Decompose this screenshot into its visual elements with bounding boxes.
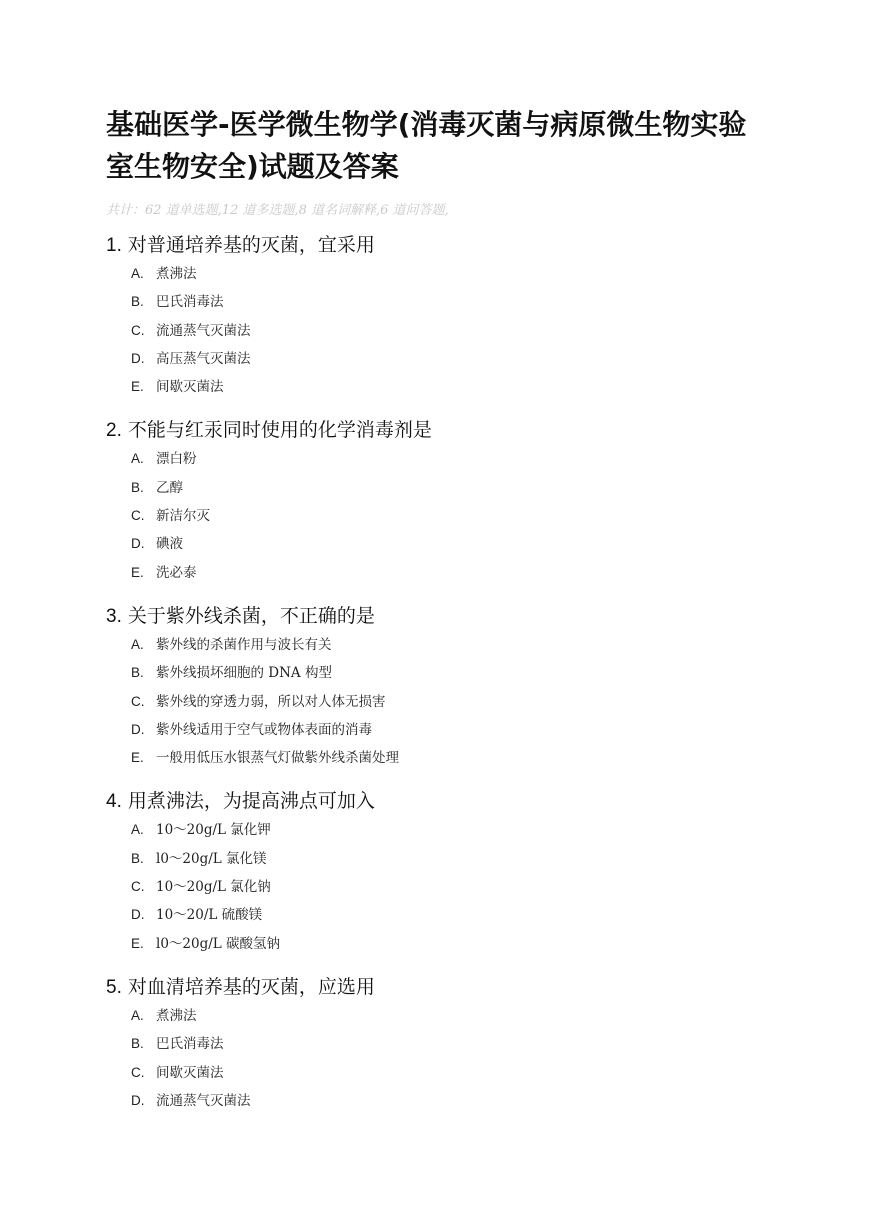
option-letter: E. xyxy=(131,564,144,580)
option-text: l0～20g/L 碳酸氢钠 xyxy=(156,935,281,952)
option-letter: A. xyxy=(131,266,144,281)
question-text: 不能与红汞同时使用的化学消毒剂是 xyxy=(127,419,432,442)
option-text: 碘液 xyxy=(156,536,183,553)
option-list xyxy=(106,823,786,964)
option-text: 巴氏消毒法 xyxy=(156,294,224,311)
option-letter: B. xyxy=(131,294,144,310)
answer-option xyxy=(106,295,786,323)
question-text: 用煮沸法，为提高沸点可加入 xyxy=(127,790,375,813)
option-letter: B. xyxy=(131,1036,144,1052)
option-list xyxy=(106,638,786,779)
option-letter: B. xyxy=(131,850,144,866)
option-letter: C. xyxy=(131,508,145,524)
option-text: 紫外线损坏细胞的 DNA 构型 xyxy=(156,665,332,682)
question-list xyxy=(106,232,786,1131)
option-letter: C. xyxy=(131,879,145,895)
answer-option xyxy=(106,880,786,908)
answer-option xyxy=(106,666,786,694)
question-stem xyxy=(106,788,786,814)
option-text: 紫外线的穿透力弱，所以对人体无损害 xyxy=(156,693,386,710)
document-title: 基础医学-医学微生物学(消毒灭菌与病原微生物实验室生物安全)试题及答案 xyxy=(106,108,747,183)
option-letter: E. xyxy=(131,750,144,766)
option-letter: E. xyxy=(131,935,144,951)
answer-option xyxy=(106,723,786,751)
option-list xyxy=(106,452,786,593)
option-text: 流通蒸气灭菌法 xyxy=(156,322,251,339)
question-stem xyxy=(106,417,786,443)
option-letter: D. xyxy=(131,907,145,923)
answer-option xyxy=(106,566,786,594)
question-number: 5. xyxy=(106,976,122,998)
answer-option xyxy=(106,852,786,880)
option-text: 紫外线适用于空气或物体表面的消毒 xyxy=(156,721,372,738)
answer-option xyxy=(106,380,786,408)
option-text: 间歇灭菌法 xyxy=(156,379,224,396)
option-text: 流通蒸气灭菌法 xyxy=(156,1092,251,1109)
question-item xyxy=(106,974,786,1122)
answer-option xyxy=(106,1009,786,1037)
answer-option xyxy=(106,751,786,779)
option-letter: C. xyxy=(131,322,145,338)
option-letter: C. xyxy=(131,1064,145,1080)
answer-option xyxy=(106,695,786,723)
question-text: 对普通培养基的灭菌，宜采用 xyxy=(127,234,375,256)
question-item xyxy=(106,417,786,593)
answer-option xyxy=(106,1094,786,1122)
option-letter: A. xyxy=(131,451,144,467)
question-number: 1. xyxy=(106,235,122,256)
option-letter: D. xyxy=(131,536,145,552)
option-text: 一般用低压水银蒸气灯做紫外线杀菌处理 xyxy=(156,750,399,767)
answer-option xyxy=(106,638,786,666)
question-stem xyxy=(106,603,786,629)
answer-option xyxy=(106,509,786,537)
option-text: 洗必泰 xyxy=(156,564,197,581)
answer-option xyxy=(106,537,786,565)
option-text: 漂白粉 xyxy=(156,451,197,468)
question-item xyxy=(106,603,786,779)
option-text: 10～20g/L 氯化钾 xyxy=(156,822,271,839)
question-count-summary: 共计：62 道单选题,12 道多选题,8 道名词解释,6 道问答题, xyxy=(106,203,449,218)
option-text: 间歇灭菌法 xyxy=(156,1064,224,1081)
answer-option xyxy=(106,937,786,965)
answer-option xyxy=(106,324,786,352)
option-letter: B. xyxy=(131,479,144,495)
answer-option xyxy=(106,352,786,380)
option-text: 高压蒸气灭菌法 xyxy=(156,350,251,367)
answer-option xyxy=(106,267,786,295)
option-letter: A. xyxy=(131,822,144,838)
option-text: 10～20/L 硫酸镁 xyxy=(156,907,263,924)
answer-option xyxy=(106,1037,786,1065)
option-letter: E. xyxy=(131,379,144,395)
option-text: 紫外线的杀菌作用与波长有关 xyxy=(156,636,332,653)
question-stem xyxy=(106,232,786,258)
option-letter: A. xyxy=(131,1007,144,1023)
question-text: 对血清培养基的灭菌，应选用 xyxy=(127,975,375,998)
option-text: 煮沸法 xyxy=(156,1007,197,1024)
option-text: 10～20g/L 氯化钠 xyxy=(156,879,271,896)
option-letter: D. xyxy=(131,721,145,737)
answer-option xyxy=(106,481,786,509)
answer-option xyxy=(106,1066,786,1094)
option-text: 煮沸法 xyxy=(156,266,197,282)
answer-option xyxy=(106,823,786,851)
question-item xyxy=(106,788,786,964)
answer-option xyxy=(106,908,786,936)
option-list xyxy=(106,267,786,408)
question-item xyxy=(106,232,786,408)
answer-option xyxy=(106,452,786,480)
question-text: 关于紫外线杀菌，不正确的是 xyxy=(127,604,375,627)
option-letter: C. xyxy=(131,693,145,709)
option-text: l0～20g/L 氯化镁 xyxy=(156,850,267,867)
question-stem xyxy=(106,974,786,1000)
option-letter: B. xyxy=(131,665,144,681)
option-text: 乙醇 xyxy=(156,479,183,496)
question-number: 4. xyxy=(106,791,122,813)
option-list xyxy=(106,1009,786,1122)
question-number: 3. xyxy=(106,605,122,627)
question-number: 2. xyxy=(106,420,122,442)
option-text: 新洁尔灭 xyxy=(156,508,210,525)
option-letter: A. xyxy=(131,636,144,652)
option-letter: D. xyxy=(131,1092,145,1108)
option-letter: D. xyxy=(131,350,145,366)
option-text: 巴氏消毒法 xyxy=(156,1036,224,1053)
